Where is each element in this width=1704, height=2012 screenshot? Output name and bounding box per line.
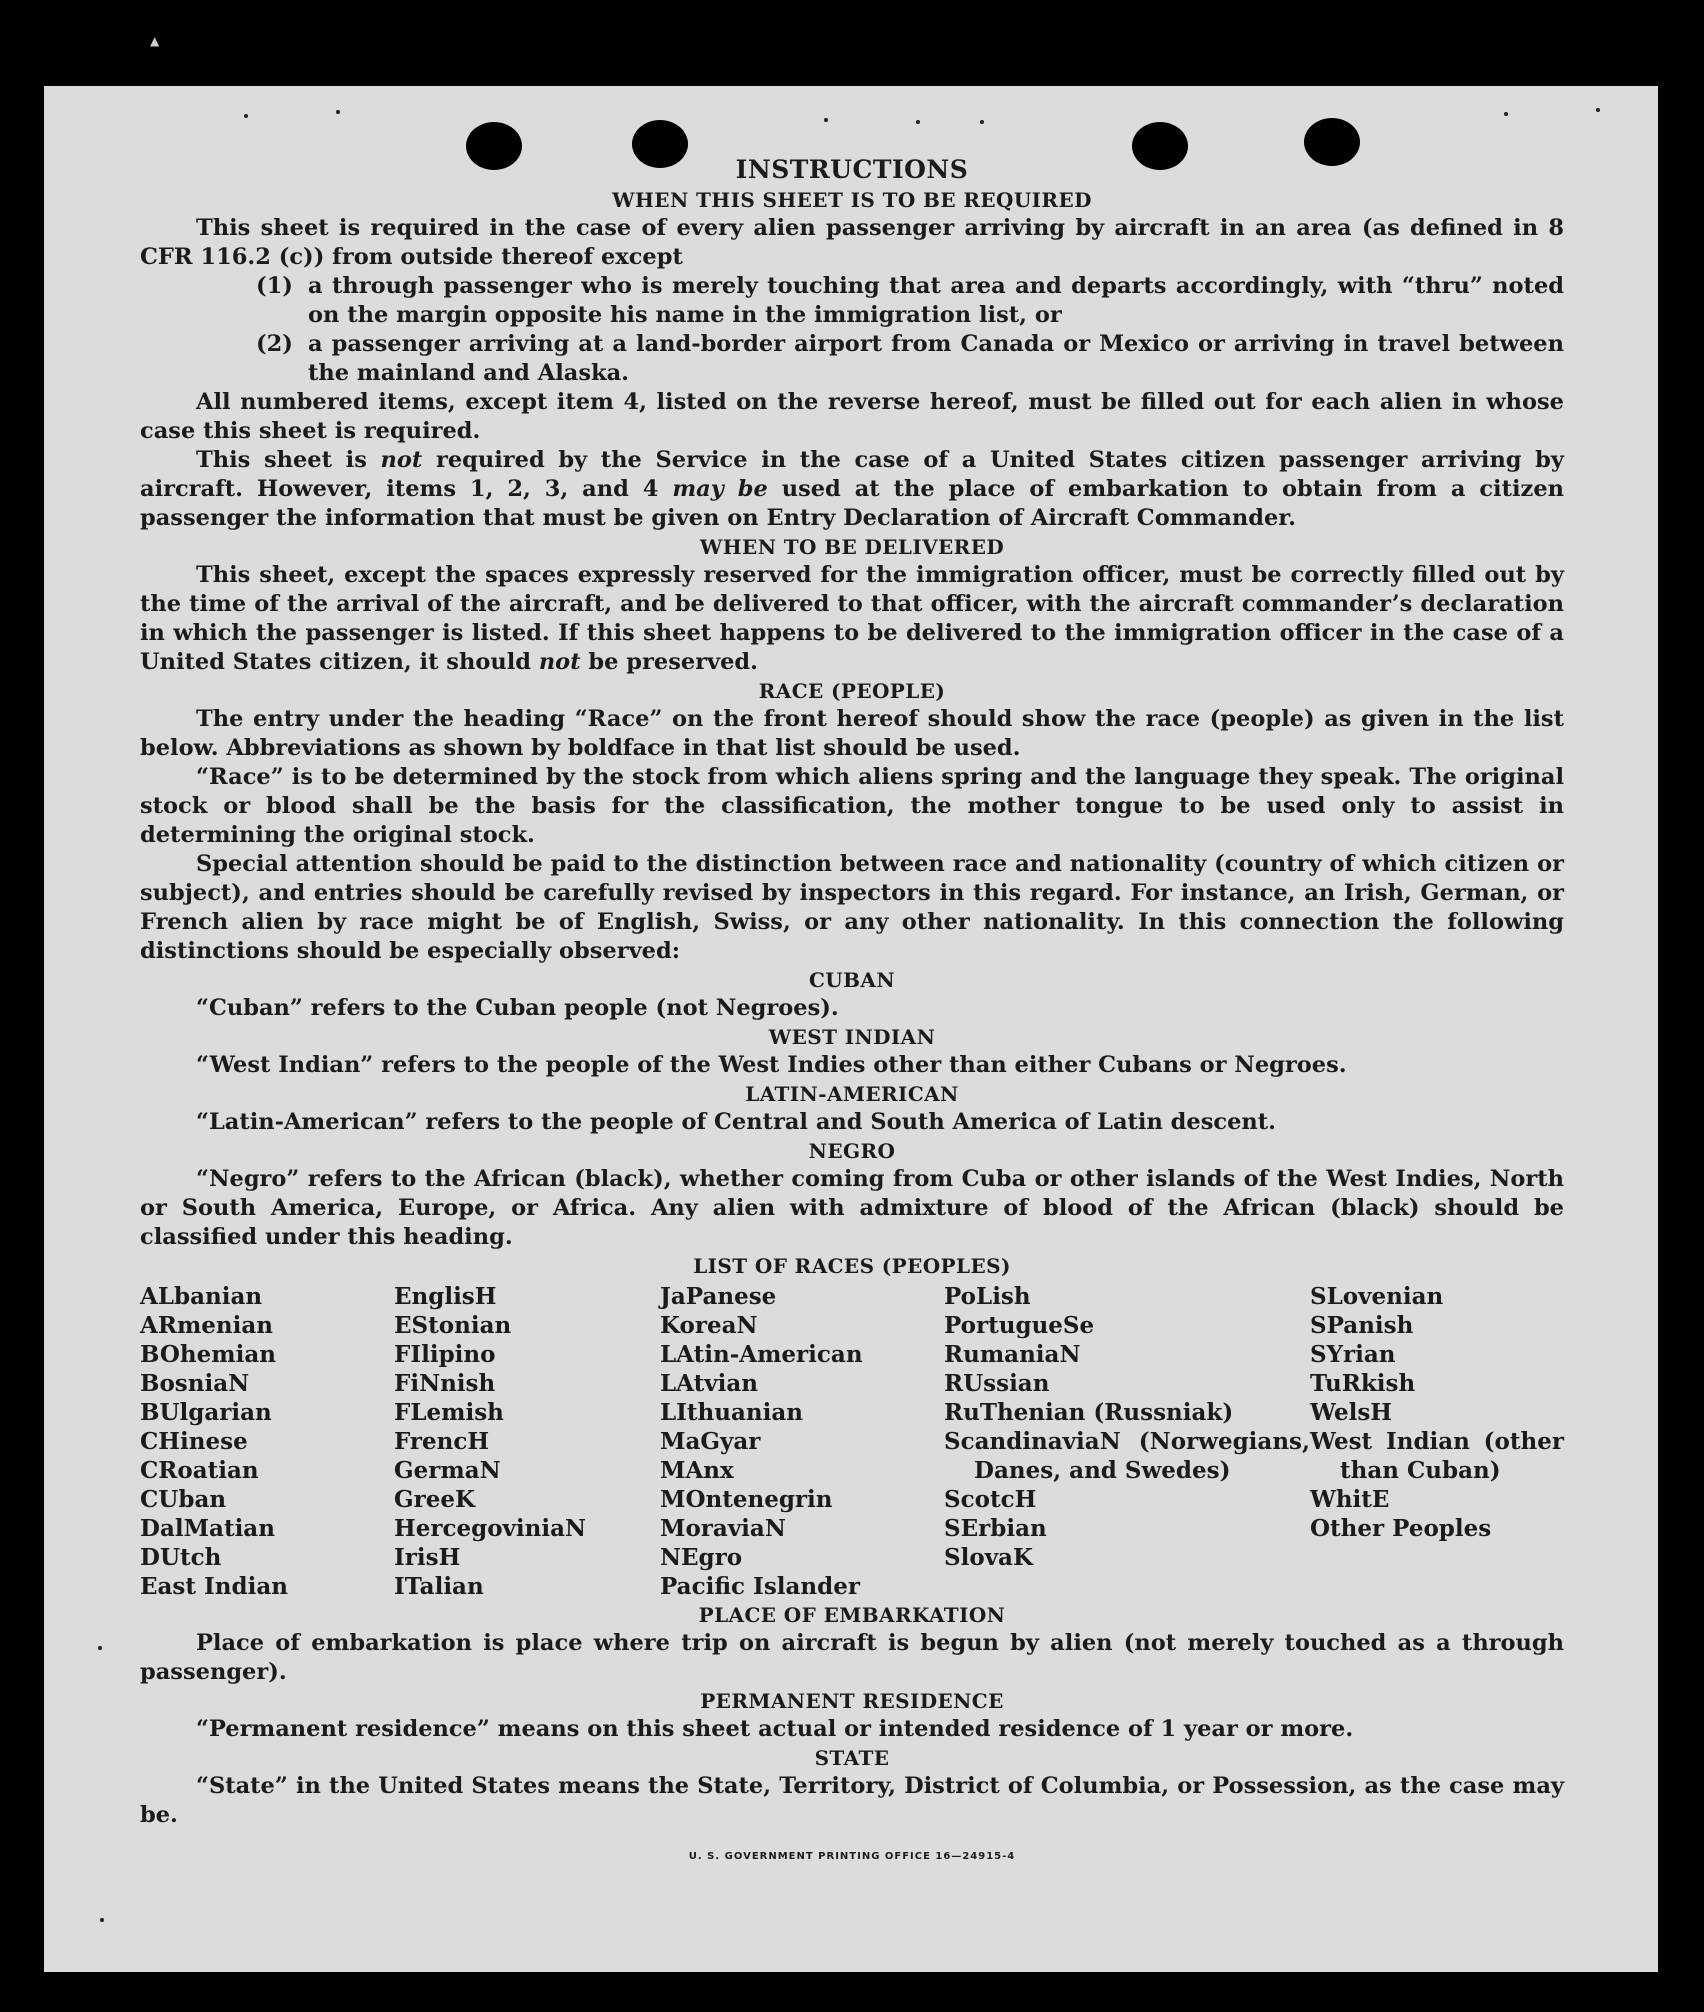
- race-entry: SLovenian: [1310, 1283, 1444, 1310]
- race-entry: FIlipino: [394, 1341, 496, 1368]
- delivered-paragraph: [140, 561, 1564, 677]
- numbered-items-paragraph: All numbered items, except item 4, listed on the reverse hereof, must be filled out for each alien in whose case this sheet is required.: [140, 389, 1564, 444]
- race-entry: GreeK: [394, 1486, 476, 1513]
- section-heading-delivered: WHEN TO BE DELIVERED: [699, 535, 1005, 559]
- races-column-1: [140, 1282, 394, 1601]
- citizen-text-a: This sheet is: [196, 447, 381, 473]
- race-entry: KoreaN: [660, 1312, 758, 1339]
- section-heading-race: RACE (PEOPLE): [758, 679, 946, 703]
- speck: [1596, 108, 1600, 112]
- races-list: [140, 1282, 1564, 1601]
- race-entry: EStonian: [394, 1312, 512, 1339]
- race-entry: MOntenegrin: [660, 1486, 833, 1513]
- latin-american-text: “Latin-American” refers to the people of Central and South America of Latin descent.: [196, 1109, 1276, 1135]
- race-entry: SlovaK: [944, 1544, 1033, 1571]
- delivered-text-a: This sheet, except the spaces expressly reserved for the immigration officer, must be correctly filled out by the time of the arrival of the aircraft, and be delivered to that officer, with the aircraft commander’s declaration in which the passenger is listed. If this sheet happens to be delivered to the immigration officer in the case of a United States citizen, it should: [140, 562, 1564, 675]
- race-entry: Pacific Islander: [660, 1573, 860, 1600]
- race-entry: RumaniaN: [944, 1341, 1081, 1368]
- instructions-content: [140, 154, 1564, 1871]
- item-number: (1): [256, 273, 293, 299]
- race-entry: ARmenian: [140, 1312, 274, 1339]
- required-intro: This sheet is required in the case of every alien passenger arriving by aircraft in an area (as defined in 8 CFR 116.2 (c)) from outside thereof except: [140, 215, 1564, 270]
- delivered-emphasis-not: not: [538, 649, 581, 675]
- document-page: [44, 86, 1658, 1972]
- section-heading-cuban: CUBAN: [808, 968, 896, 992]
- section-heading-embarkation: PLACE OF EMBARKATION: [698, 1603, 1006, 1627]
- races-column-5: [1310, 1282, 1564, 1601]
- race-entry: DalMatian: [140, 1515, 275, 1542]
- race-entry: PoLish: [944, 1283, 1031, 1310]
- citizen-text-b: required by the Service in the case of a United States citizen passenger arriving by aircraft. However, items 1, 2, 3, and 4: [140, 447, 1564, 502]
- page-title: INSTRUCTIONS: [735, 155, 969, 184]
- citizen-text-c: used at the place of embarkation to obtain from a citizen passenger the information that must be given on Entry Declaration of Aircraft Commander.: [140, 476, 1564, 531]
- section-heading-residence: PERMANENT RESIDENCE: [700, 1689, 1004, 1713]
- race-entry: NEgro: [660, 1544, 743, 1571]
- speck: [1504, 112, 1508, 116]
- delivered-text-b: be preserved.: [580, 649, 759, 675]
- speck: [916, 120, 920, 124]
- corner-mark: ▲: [150, 34, 160, 48]
- race-entry: SErbian: [944, 1515, 1047, 1542]
- residence-text: “Permanent residence” means on this sheet actual or intended residence of 1 year or more.: [196, 1716, 1354, 1742]
- race-entry: HercegoviniaN: [394, 1515, 587, 1542]
- west-indian-text: “West Indian” refers to the people of the West Indies other than either Cubans or Negroes.: [196, 1052, 1347, 1078]
- section-heading-state: STATE: [814, 1746, 890, 1770]
- printer-imprint: U. S. GOVERNMENT PRINTING OFFICE 16—24915-4: [688, 1851, 1016, 1862]
- race-entry: East Indian: [140, 1573, 288, 1600]
- race-paragraph-1: The entry under the heading “Race” on the front hereof should show the race (people) as given in the list below. Abbreviations as shown by boldface in that list should be used.: [140, 706, 1564, 761]
- race-entry: MAnx: [660, 1457, 734, 1484]
- race-entry: BosniaN: [140, 1370, 250, 1397]
- race-entry: SPanish: [1310, 1312, 1414, 1339]
- race-entry: West Indian (other than Cuban): [1310, 1428, 1564, 1484]
- embarkation-text: Place of embarkation is place where trip on aircraft is begun by alien (not merely touched as a through passenger).: [140, 1630, 1564, 1685]
- race-entry: ScotcH: [944, 1486, 1037, 1513]
- race-paragraph-2: “Race” is to be determined by the stock from which aliens spring and the language they speak. The original stock or blood shall be the basis for the classification, the mother tongue to be used only to assist in determining the original stock.: [140, 764, 1564, 848]
- race-entry: ALbanian: [140, 1283, 263, 1310]
- item-text: a passenger arriving at a land-border airport from Canada or Mexico or arriving in travel between the mainland and Alaska.: [308, 331, 1564, 386]
- race-entry: BUlgarian: [140, 1399, 272, 1426]
- race-entry: FLemish: [394, 1399, 504, 1426]
- race-entry: EnglisH: [394, 1283, 497, 1310]
- races-column-4: [944, 1282, 1310, 1601]
- race-entry: RUssian: [944, 1370, 1050, 1397]
- race-entry: TuRkish: [1310, 1370, 1416, 1397]
- race-entry: IrisH: [394, 1544, 461, 1571]
- section-heading-list-of-races: LIST OF RACES (PEOPLES): [693, 1254, 1011, 1278]
- race-entry: ITalian: [394, 1573, 484, 1600]
- cuban-text: “Cuban” refers to the Cuban people (not Negroes).: [196, 995, 839, 1021]
- item-text: a through passenger who is merely touching that area and departs accordingly, with “thru” noted on the margin opposite his name in the immigration list, or: [308, 273, 1564, 328]
- citizen-emphasis-not: not: [380, 447, 423, 473]
- race-entry: DUtch: [140, 1544, 222, 1571]
- race-entry: FiNnish: [394, 1370, 496, 1397]
- section-heading-west-indian: WEST INDIAN: [768, 1025, 936, 1049]
- section-heading-negro: NEGRO: [808, 1139, 896, 1163]
- exception-item-2: [140, 330, 1564, 388]
- race-entry: LAtin-American: [660, 1341, 863, 1368]
- negro-text: “Negro” refers to the African (black), whether coming from Cuba or other islands of the West Indies, North or South America, Europe, or Africa. Any alien with admixture of blood of the African (black) should be classified under this heading.: [140, 1166, 1564, 1250]
- race-entry: BOhemian: [140, 1341, 276, 1368]
- race-paragraph-3: Special attention should be paid to the distinction between race and nationality (country of which citizen or subject), and entries should be carefully revised by inspectors in this regard. For instance, an Irish, German, or French alien by race might be of English, Swiss, or any other nationality. In this connection the following distinctions should be especially observed:: [140, 851, 1564, 964]
- race-entry: WhitE: [1310, 1486, 1390, 1513]
- speck: [824, 118, 828, 122]
- race-entry: MaGyar: [660, 1428, 761, 1455]
- section-heading-latin-american: LATIN-AMERICAN: [745, 1082, 959, 1106]
- race-entry: WelsH: [1310, 1399, 1393, 1426]
- race-entry: JaPanese: [660, 1283, 777, 1310]
- races-column-2: [394, 1282, 660, 1601]
- speck: [98, 1646, 102, 1650]
- citizen-emphasis-may-be: may be: [672, 476, 768, 502]
- item-number: (2): [256, 331, 293, 357]
- race-entry: CHinese: [140, 1428, 248, 1455]
- race-entry: MoraviaN: [660, 1515, 786, 1542]
- race-entry: SYrian: [1310, 1341, 1396, 1368]
- state-text: “State” in the United States means the State, Territory, District of Columbia, or Possession, as the case may be.: [140, 1773, 1564, 1828]
- speck: [244, 114, 248, 118]
- race-entry: GermaN: [394, 1457, 501, 1484]
- citizen-paragraph: [140, 446, 1564, 533]
- section-heading-required: WHEN THIS SHEET IS TO BE REQUIRED: [612, 188, 1092, 212]
- race-entry: PortugueSe: [944, 1312, 1095, 1339]
- race-entry: CRoatian: [140, 1457, 259, 1484]
- race-entry: CUban: [140, 1486, 227, 1513]
- speck: [336, 110, 340, 114]
- races-column-3: [660, 1282, 944, 1601]
- speck: [980, 120, 984, 124]
- race-entry: Other Peoples: [1310, 1515, 1492, 1542]
- race-entry: ScandinaviaN (Norwegians, Danes, and Swedes): [944, 1428, 1310, 1484]
- race-entry: LAtvian: [660, 1370, 758, 1397]
- speck: [100, 1918, 104, 1922]
- race-entry: RuThenian (Russniak): [944, 1399, 1234, 1426]
- race-entry: FrencH: [394, 1428, 490, 1455]
- race-entry: LIthuanian: [660, 1399, 803, 1426]
- exception-item-1: [140, 272, 1564, 330]
